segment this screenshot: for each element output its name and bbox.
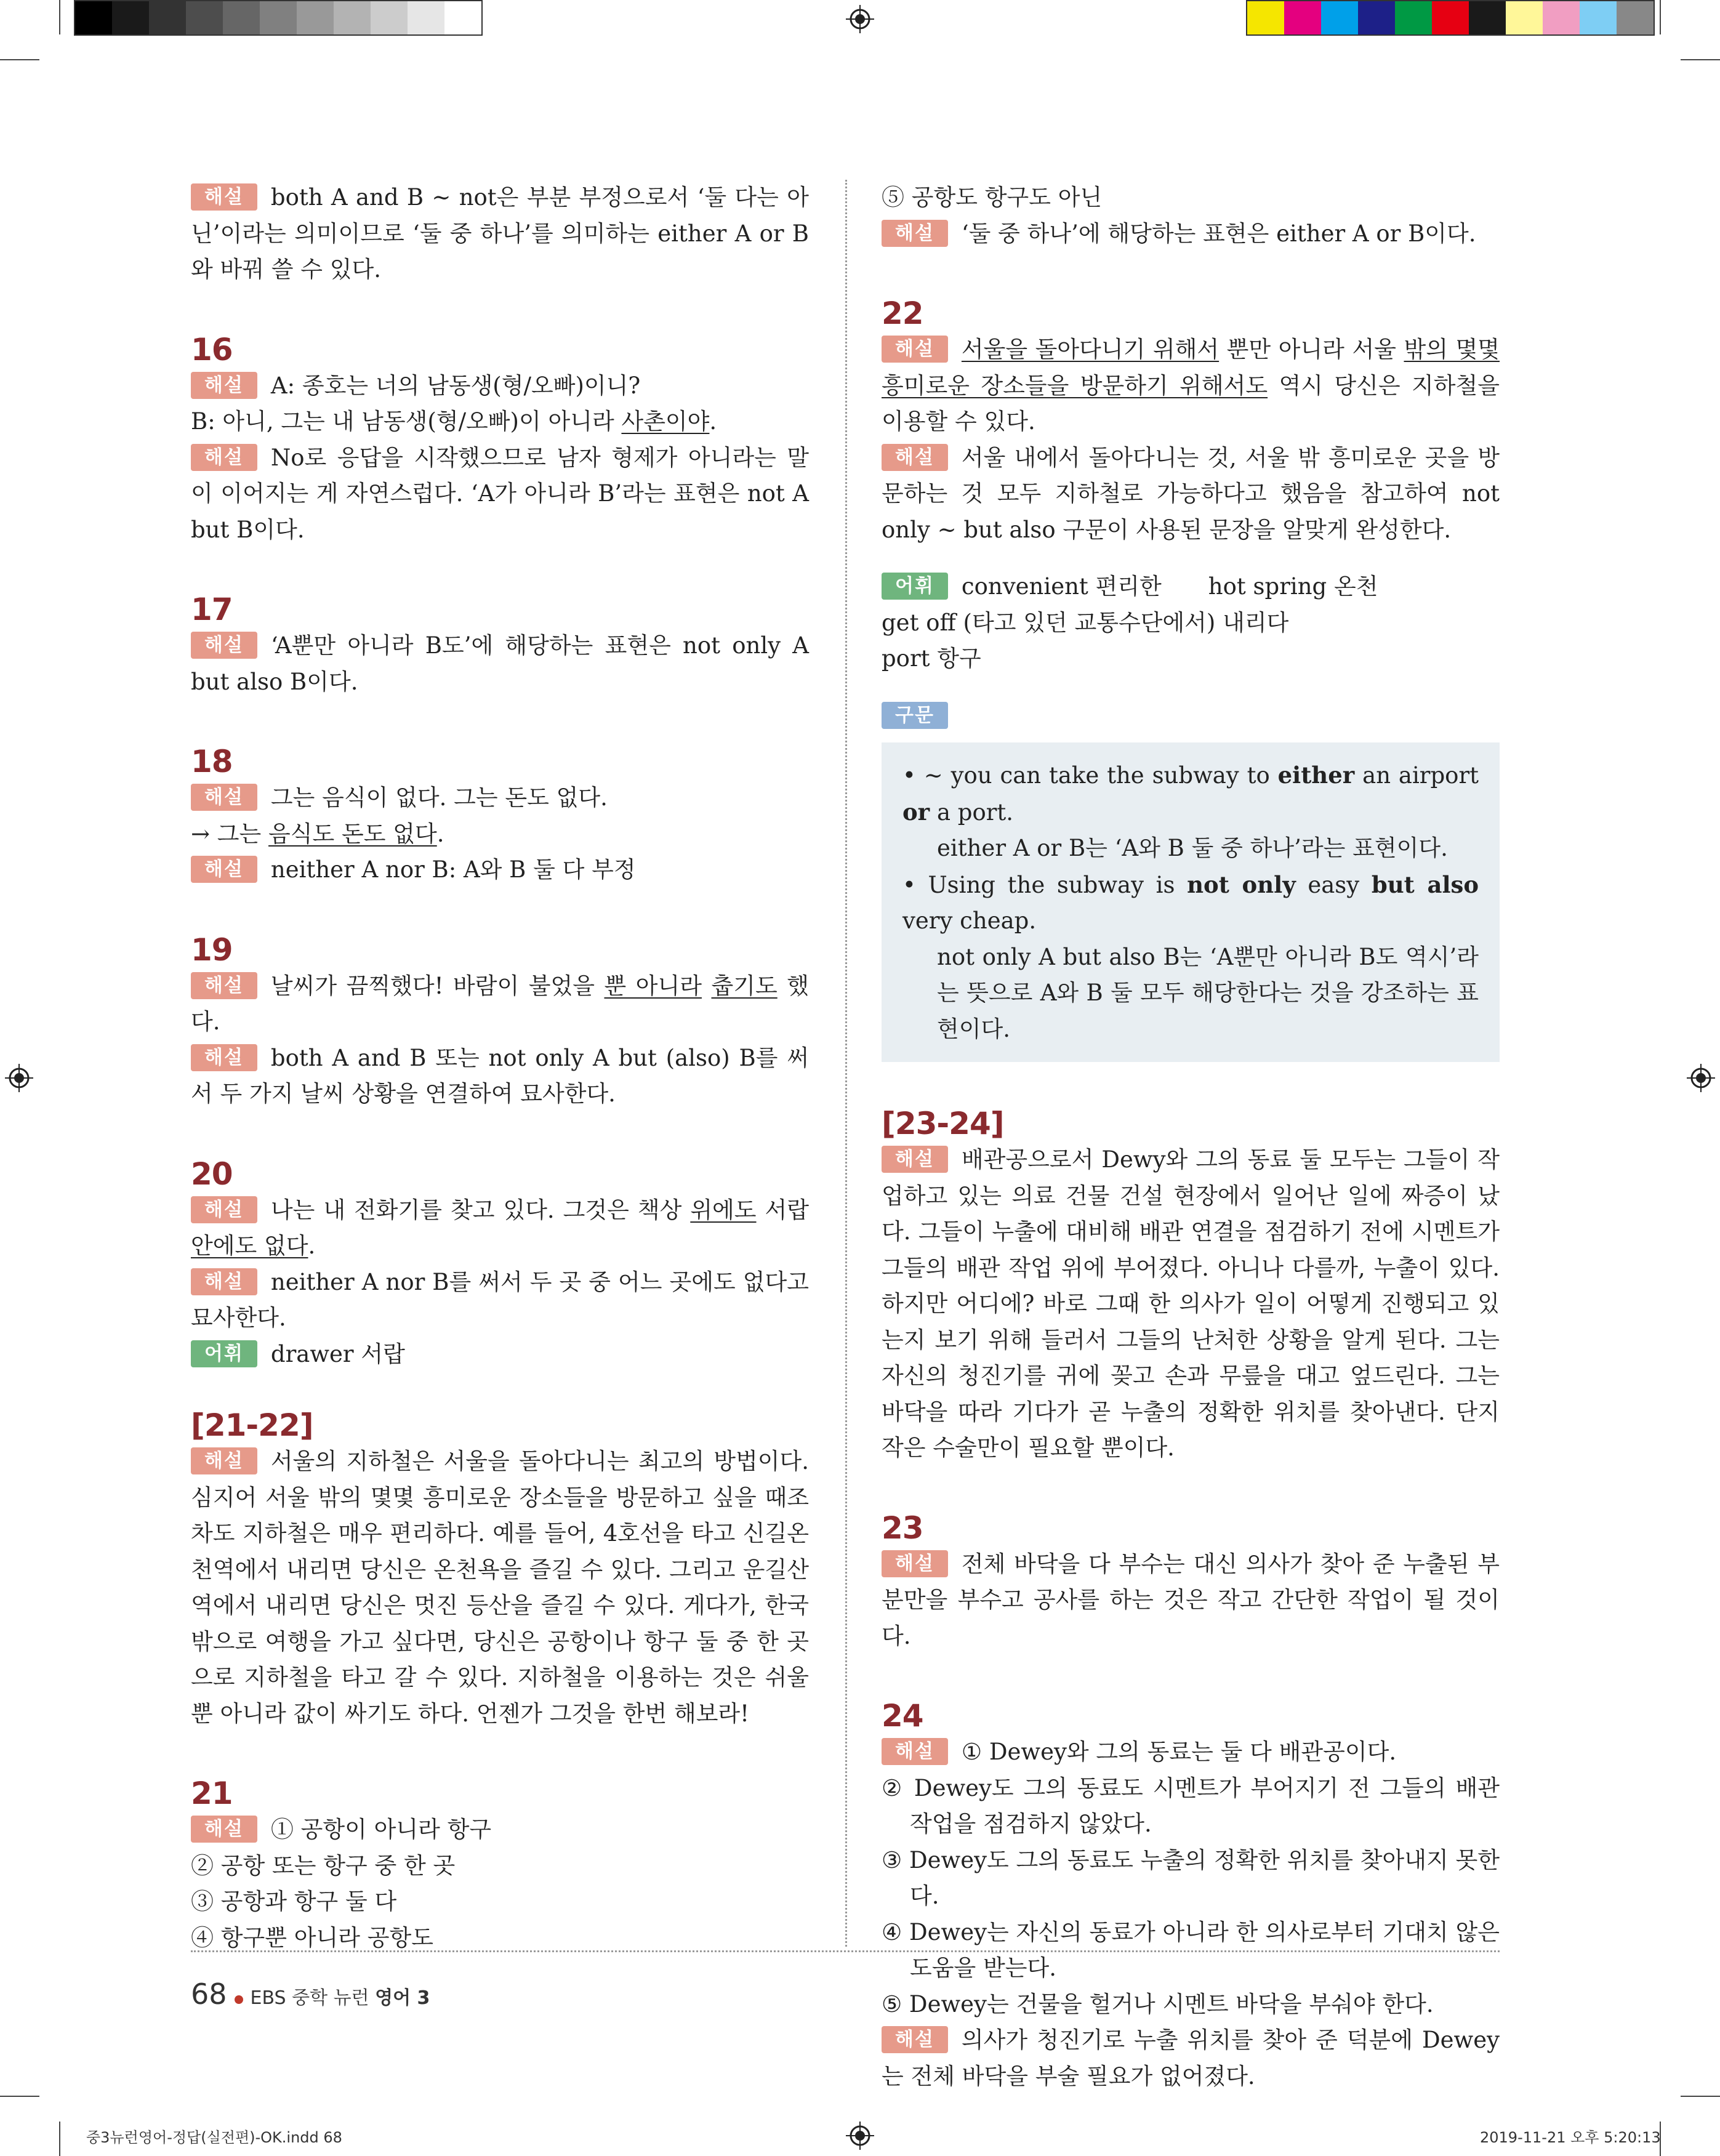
answer-option: 해설 ① Dewey와 그의 동료는 둘 다 배관공이다. — [882, 1734, 1500, 1771]
answer-option: 해설 ① 공항이 아니라 항구 — [191, 1812, 809, 1848]
translation: 해설 서울을 돌아다니기 위해서 뿐만 아니라 서울 밖의 몇몇 흥미로운 장소들을 방문하기 위해서도 역시 당신은 지하철을 이용할 수 있다. — [882, 336, 1500, 435]
explanation: 해설 No로 응답을 시작했으므로 남자 형제가 아니라는 말이 이어지는 게 자연스럽다. ‘A가 아니라 B’라는 표현은 not A but B이다. — [191, 444, 809, 543]
grammar-example: • Using the subway is not only easy but also very cheap. — [902, 871, 1479, 934]
footer-divider — [191, 1950, 1500, 1952]
question-number: [21-22] — [191, 1407, 313, 1443]
question-number: 16 — [191, 331, 233, 368]
crop-mark — [1681, 59, 1720, 60]
answer-option: ④ 항구뿐 아니라 공항도 — [191, 1924, 433, 1951]
vocabulary: 어휘 drawer 서랍 — [191, 1337, 809, 1373]
question-number: 20 — [191, 1156, 233, 1192]
translation: 해설 날씨가 끔찍했다! 바람이 불었을 뿐 아니라 춥기도 했다. — [191, 972, 809, 1035]
passage-translation: 해설 배관공으로서 Dewy와 그의 동료 둘 모두는 그들이 작업하고 있는 의료 건물 건설 현장에서 일어난 일에 짜증이 났다. 그들이 누출에 대비해 배관 연결을 점검하기 전에 시멘트가 그들의 배관 작업 위에 부어졌다. 아니나 다를까, 누출이 있다. 하지만 어디에? 바로 그때 한 의사가 일이 어떻게 진행되고 있는지 보기 위해 들러서 그들의 난처한 상황을 알게 된다. 그는 자신의 청진기를 귀에 꽂고 손과 무릎을 대고 엎드린다. 그는 바닥을 따라 기다가 곧 누출의 정확한 위치를 찾아낸다. 단지 작은 수술만이 필요할 뿐이다. — [882, 1146, 1500, 1461]
page-footer — [191, 1977, 430, 2011]
registration-mark-icon — [5, 1064, 33, 1092]
vocab-badge: 어휘 — [882, 573, 948, 600]
explain-badge: 해설 — [191, 372, 257, 399]
explain-badge: 해설 — [191, 632, 257, 659]
question-number: 24 — [882, 1698, 923, 1734]
explanation: 해설 both A and B 또는 not only A but (also) B를 써서 두 가지 날씨 상황을 연결하여 묘사한다. — [191, 1044, 809, 1107]
vocabulary-line: get off (타고 있던 교통수단에서) 내리다 — [882, 609, 1289, 636]
answer-option: ④ Dewey는 자신의 동료가 아니라 한 의사로부터 기대치 않은 도움을 받는다. — [882, 1918, 1500, 1981]
vocabulary: 어휘 convenient 편리한 hot spring 온천 — [882, 569, 1500, 605]
crop-mark — [0, 2096, 39, 2097]
explain-badge: 해설 — [882, 2026, 948, 2053]
grammar-note: not only A but also B는 ‘A뿐만 아니라 B도 역시’라는 뜻으로 A와 B 둘 모두 해당한다는 것을 강조하는 표현이다. — [937, 943, 1479, 1042]
translation: 해설 A: 종호는 너의 남동생(형/오빠)이니? — [191, 368, 809, 404]
explanation: 해설 서울 내에서 돌아다니는 것, 서울 밖 흥미로운 곳을 방문하는 것 모두 지하철로 가능하다고 했음을 참고하여 not only ~ but also 구문이 사용된 문장을 알맞게 완성한다. — [882, 444, 1500, 543]
column-divider — [845, 180, 847, 1947]
explain-badge: 해설 — [191, 1196, 257, 1223]
crop-mark — [0, 59, 39, 60]
book-title: EBS 중학 뉴런 영어 3 — [250, 1987, 430, 2009]
explain-badge: 해설 — [191, 1044, 257, 1071]
translation: 해설 나는 내 전화기를 찾고 있다. 그것은 책상 위에도 서랍 안에도 없다. — [191, 1196, 809, 1259]
question-number: 17 — [191, 592, 233, 627]
explain-badge: 해설 — [191, 1268, 257, 1295]
explain-badge: 해설 — [882, 444, 948, 471]
explanation: 해설 ‘둘 중 하나’에 해당하는 표현은 either A or B이다. — [882, 216, 1500, 252]
explanation: 해설 neither A nor B를 써서 두 곳 중 어느 곳에도 없다고 묘사한다. — [191, 1268, 809, 1331]
explain-badge: 해설 — [191, 1816, 257, 1843]
explanation: 해설 neither A nor B: A와 B 둘 다 부정 — [191, 852, 809, 888]
vocab-badge: 어휘 — [191, 1340, 257, 1367]
answer-option: ② Dewey도 그의 동료도 시멘트가 부어지기 전 그들의 배관 작업을 점검하지 않았다. — [882, 1774, 1500, 1837]
question-number: 21 — [191, 1776, 233, 1811]
answer-option: ⑤ Dewey는 건물을 헐거나 시멘트 바닥을 부숴야 한다. — [882, 1990, 1434, 2017]
slug-filename: 중3뉴런영어-정답(실전편)-OK.indd 68 — [86, 2129, 342, 2146]
answer-option: ③ 공항과 항구 둘 다 — [191, 1888, 397, 1915]
crop-mark — [1681, 2096, 1720, 2097]
explain-badge: 해설 — [191, 856, 257, 883]
registration-mark-icon — [846, 2122, 874, 2150]
left-column — [191, 180, 809, 1956]
explain-badge: 해설 — [882, 1146, 948, 1173]
question-number: [23-24] — [882, 1106, 1004, 1141]
question-number: 19 — [191, 931, 233, 968]
crop-mark — [1660, 0, 1661, 34]
crop-mark — [59, 2122, 60, 2156]
grammar-box — [882, 742, 1500, 1062]
grammar-note: either A or B는 ‘A와 B 둘 중 하나’라는 표현이다. — [937, 835, 1448, 861]
translation-line: B: 아니, 그는 내 남동생(형/오빠)이 아니라 사촌이야. — [191, 408, 717, 435]
bullet-icon — [235, 1995, 243, 2004]
explain-badge: 해설 — [882, 336, 948, 363]
explain-badge: 해설 — [191, 784, 257, 811]
registration-mark-icon — [1687, 1064, 1715, 1092]
answer-option: ③ Dewey도 그의 동료도 누출의 정확한 위치를 찾아내지 못한다. — [882, 1846, 1500, 1909]
explanation: 해설 전체 바닥을 다 부수는 대신 의사가 찾아 준 누출된 부분만을 부수고 공사를 하는 것은 작고 간단한 작업이 될 것이다. — [882, 1550, 1500, 1649]
page-number: 68 — [191, 1977, 227, 2011]
explain-badge: 해설 — [882, 1550, 948, 1577]
explain-badge: 해설 — [191, 1447, 257, 1474]
intro-explanation: 해설 both A and B ~ not은 부분 부정으로서 ‘둘 다는 아닌’이라는 의미이므로 ‘둘 중 하나’를 의미하는 either A or B와 바꿔 쓸 수 있다. — [191, 184, 809, 283]
question-number: 22 — [882, 296, 923, 331]
grammar-badge: 구문 — [882, 702, 948, 729]
explain-badge: 해설 — [882, 220, 948, 247]
crop-mark — [59, 0, 60, 34]
explain-badge: 해설 — [191, 444, 257, 471]
explain-badge: 해설 — [882, 1738, 948, 1765]
explain-badge: 해설 — [191, 972, 257, 999]
explanation: 해설 의사가 청진기로 누출 위치를 찾아 준 덕분에 Dewey는 전체 바닥을 부술 필요가 없어졌다. — [882, 2027, 1500, 2090]
explain-badge: 해설 — [191, 183, 257, 211]
grammar-heading — [882, 698, 1500, 734]
vocabulary-line: port 항구 — [882, 645, 981, 672]
answer-option: ⑤ 공항도 항구도 아닌 — [882, 184, 1103, 211]
slug-timestamp: 2019-11-21 오후 5:20:13 — [1480, 2129, 1661, 2146]
color-bar — [1246, 0, 1655, 36]
grayscale-bar — [74, 0, 483, 36]
right-column — [882, 180, 1500, 2094]
answer-option: ② 공항 또는 항구 중 한 곳 — [191, 1852, 456, 1879]
question-number: 18 — [191, 744, 233, 779]
question-number: 23 — [882, 1510, 923, 1546]
registration-mark-icon — [846, 5, 874, 33]
passage-translation: 해설 서울의 지하철은 서울을 돌아다니는 최고의 방법이다. 심지어 서울 밖의 몇몇 흥미로운 장소들을 방문하고 싶을 때조차도 지하철은 매우 편리하다. 예를 들어, 4호선을 타고 신길온천역에서 내리면 당신은 온천욕을 즐길 수 있다. 그리고 운길산역에서 내리면 당신은 멋진 등산을 즐길 수 있다. 게다가, 한국 밖으로 여행을 가고 싶다면, 당신은 공항이나 항구 둘 중 한 곳으로 지하철을 타고 갈 수 있다. 지하철을 이용하는 것은 쉬울 뿐 아니라 값이 싸기도 하다. 언젠가 그것을 한번 해보라! — [191, 1448, 809, 1727]
explanation: 해설 ‘A뿐만 아니라 B도’에 해당하는 표현은 not only A but also B이다. — [191, 632, 809, 695]
translation: 해설 그는 음식이 없다. 그는 돈도 없다. — [191, 780, 809, 816]
grammar-example: • ~ you can take the subway to either an airport or a port. — [902, 762, 1479, 826]
translation-line: → 그는 음식도 돈도 없다. — [191, 820, 444, 847]
